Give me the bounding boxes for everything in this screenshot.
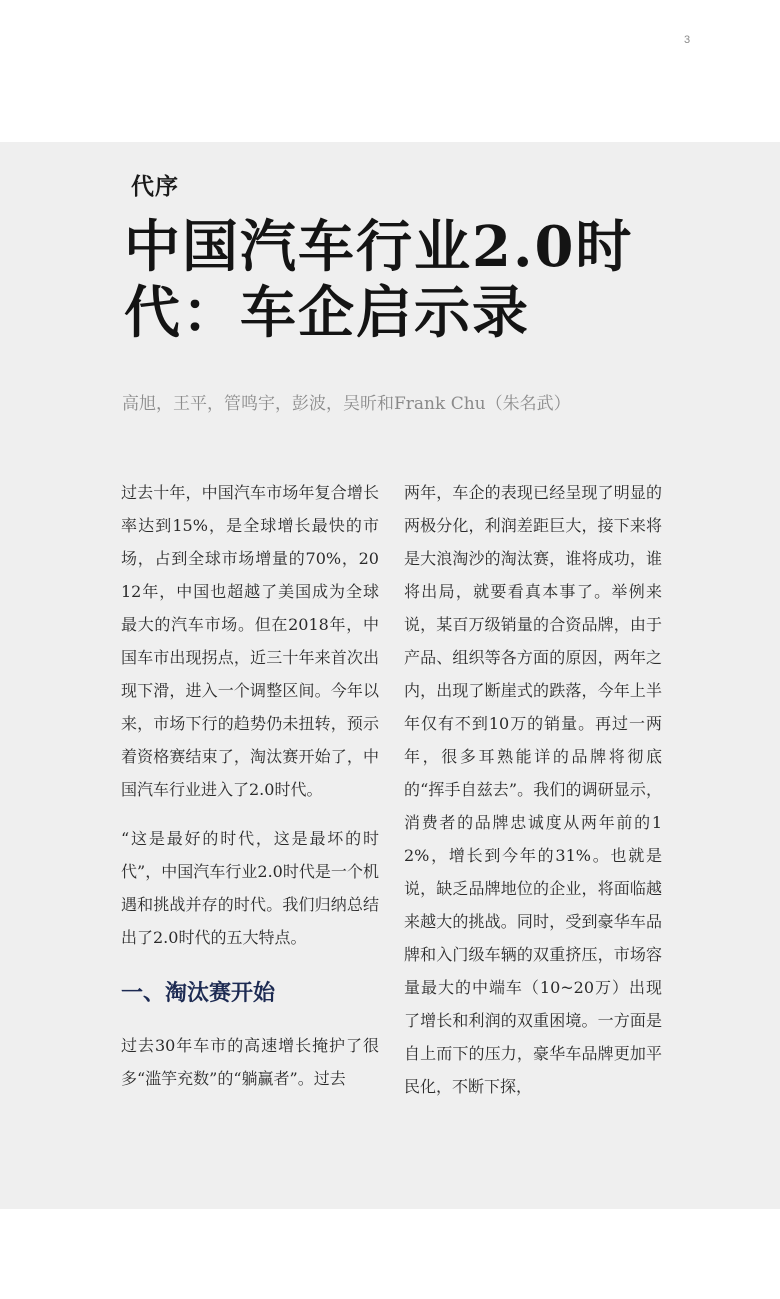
paragraph: 过去30年车市的高速增长掩护了很多“滥竽充数”的“躺赢者”。过去 (121, 1036, 379, 1088)
section-heading: 一、淘汰赛开始 (121, 980, 276, 1006)
right-column (404, 476, 662, 1119)
paragraph: “这是最好的时代，这是最坏的时代”，中国汽车行业2.0时代是一个机遇和挑战并存的时代。我们归纳总结出了2.0时代的五大特点。 (121, 829, 379, 947)
left-column (121, 476, 379, 1111)
page-title: 中国汽车行业2.0时代：车企启示录 (124, 214, 634, 346)
paragraph: 两年，车企的表现已经呈现了明显的两极分化，利润差距巨大，接下来将是大浪淘沙的淘汰赛，谁将成功，谁将出局，就要看真本事了。举例来说，某百万级销量的合资品牌，由于产品、组织等各方面的原因，两年之内，出现了断崖式的跌落，今年上半年仅有不到10万的销量。再过一两年，很多耳熟能详的品牌将彻底的“挥手自兹去”。我们的调研显示，消费者的品牌忠诚度从两年前的12%，增长到今年的31%。也就是说，缺乏品牌地位的企业，将面临越来越大的挑战。同时，受到豪华车品牌和入门级车辆的双重挤压，市场容量最大的中端车（10~20万）出现了增长和利润的双重困境。一方面是自上而下的压力，豪华车品牌更加平民化，不断下探， (404, 483, 662, 1096)
author-list: 高旭，王平，管鸣宇，彭波，吴昕和Frank Chu（朱名武） (122, 394, 571, 414)
paragraph: 过去十年，中国汽车市场年复合增长率达到15%，是全球增长最快的市场，占到全球市场增量的70%，2012年，中国也超越了美国成为全球最大的汽车市场。但在2018年，中国车市出现拐点，近三十年来首次出现下滑，进入一个调整区间。今年以来，市场下行的趋势仍未扭转，预示着资格赛结束了，淘汰赛开始了，中国汽车行业进入了2.0时代。 (121, 483, 379, 799)
page-number: 3 (684, 34, 691, 46)
preface-kicker: 代序 (131, 173, 179, 200)
